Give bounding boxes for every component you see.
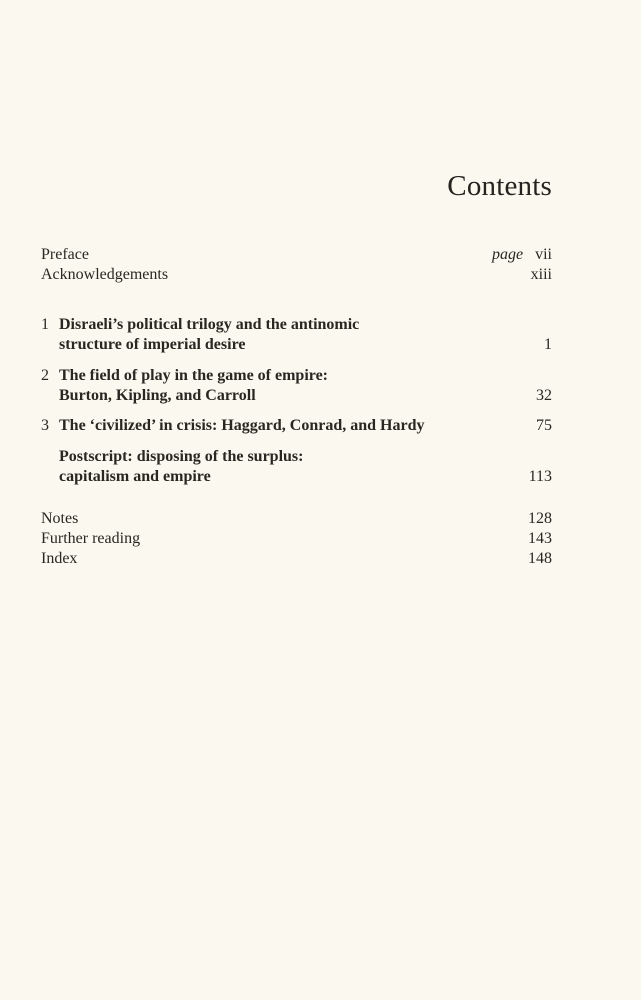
toc-entry-page: 143: [528, 530, 552, 547]
toc-entry-label: Acknowledgements: [41, 266, 169, 283]
chapter-title-line1: The field of play in the game of empire:: [59, 367, 329, 384]
toc-entry-label: Index: [41, 550, 78, 567]
chapter-title-line2: Burton, Kipling, and Carroll: [59, 387, 256, 404]
chapter-number: 1: [41, 316, 49, 333]
toc-entry-label: Preface: [41, 246, 89, 263]
toc-entry-page: 148: [528, 550, 552, 567]
toc-entry-page: 113: [528, 468, 552, 485]
chapter-title-line1: Disraeli’s political trilogy and the antinomic: [59, 316, 360, 333]
postscript-title-line1: Postscript: disposing of the surplus:: [59, 448, 304, 465]
chapter-title-line2: structure of imperial desire: [59, 336, 246, 353]
toc-entry-label: Further reading: [41, 530, 141, 547]
postscript-title-line2: capitalism and empire: [59, 468, 211, 485]
page-prefix: page: [492, 246, 524, 263]
chapter-number: 2: [41, 367, 49, 384]
toc-entry-page-group: [492, 245, 552, 265]
toc-entry-page: vii: [535, 246, 552, 263]
chapter-number: 3: [41, 417, 49, 434]
chapter-title-line1: The ‘civilized’ in crisis: Haggard, Conrad, and Hardy: [59, 417, 425, 434]
toc-entry-page: xiii: [530, 266, 552, 283]
toc-entry-page: 75: [536, 417, 552, 434]
toc-entry-page: 32: [536, 387, 552, 404]
toc-entry-label: Notes: [41, 510, 79, 527]
toc-entry-page: 128: [528, 510, 552, 527]
page-title: Contents: [447, 170, 552, 202]
toc-entry-page: 1: [544, 336, 552, 353]
